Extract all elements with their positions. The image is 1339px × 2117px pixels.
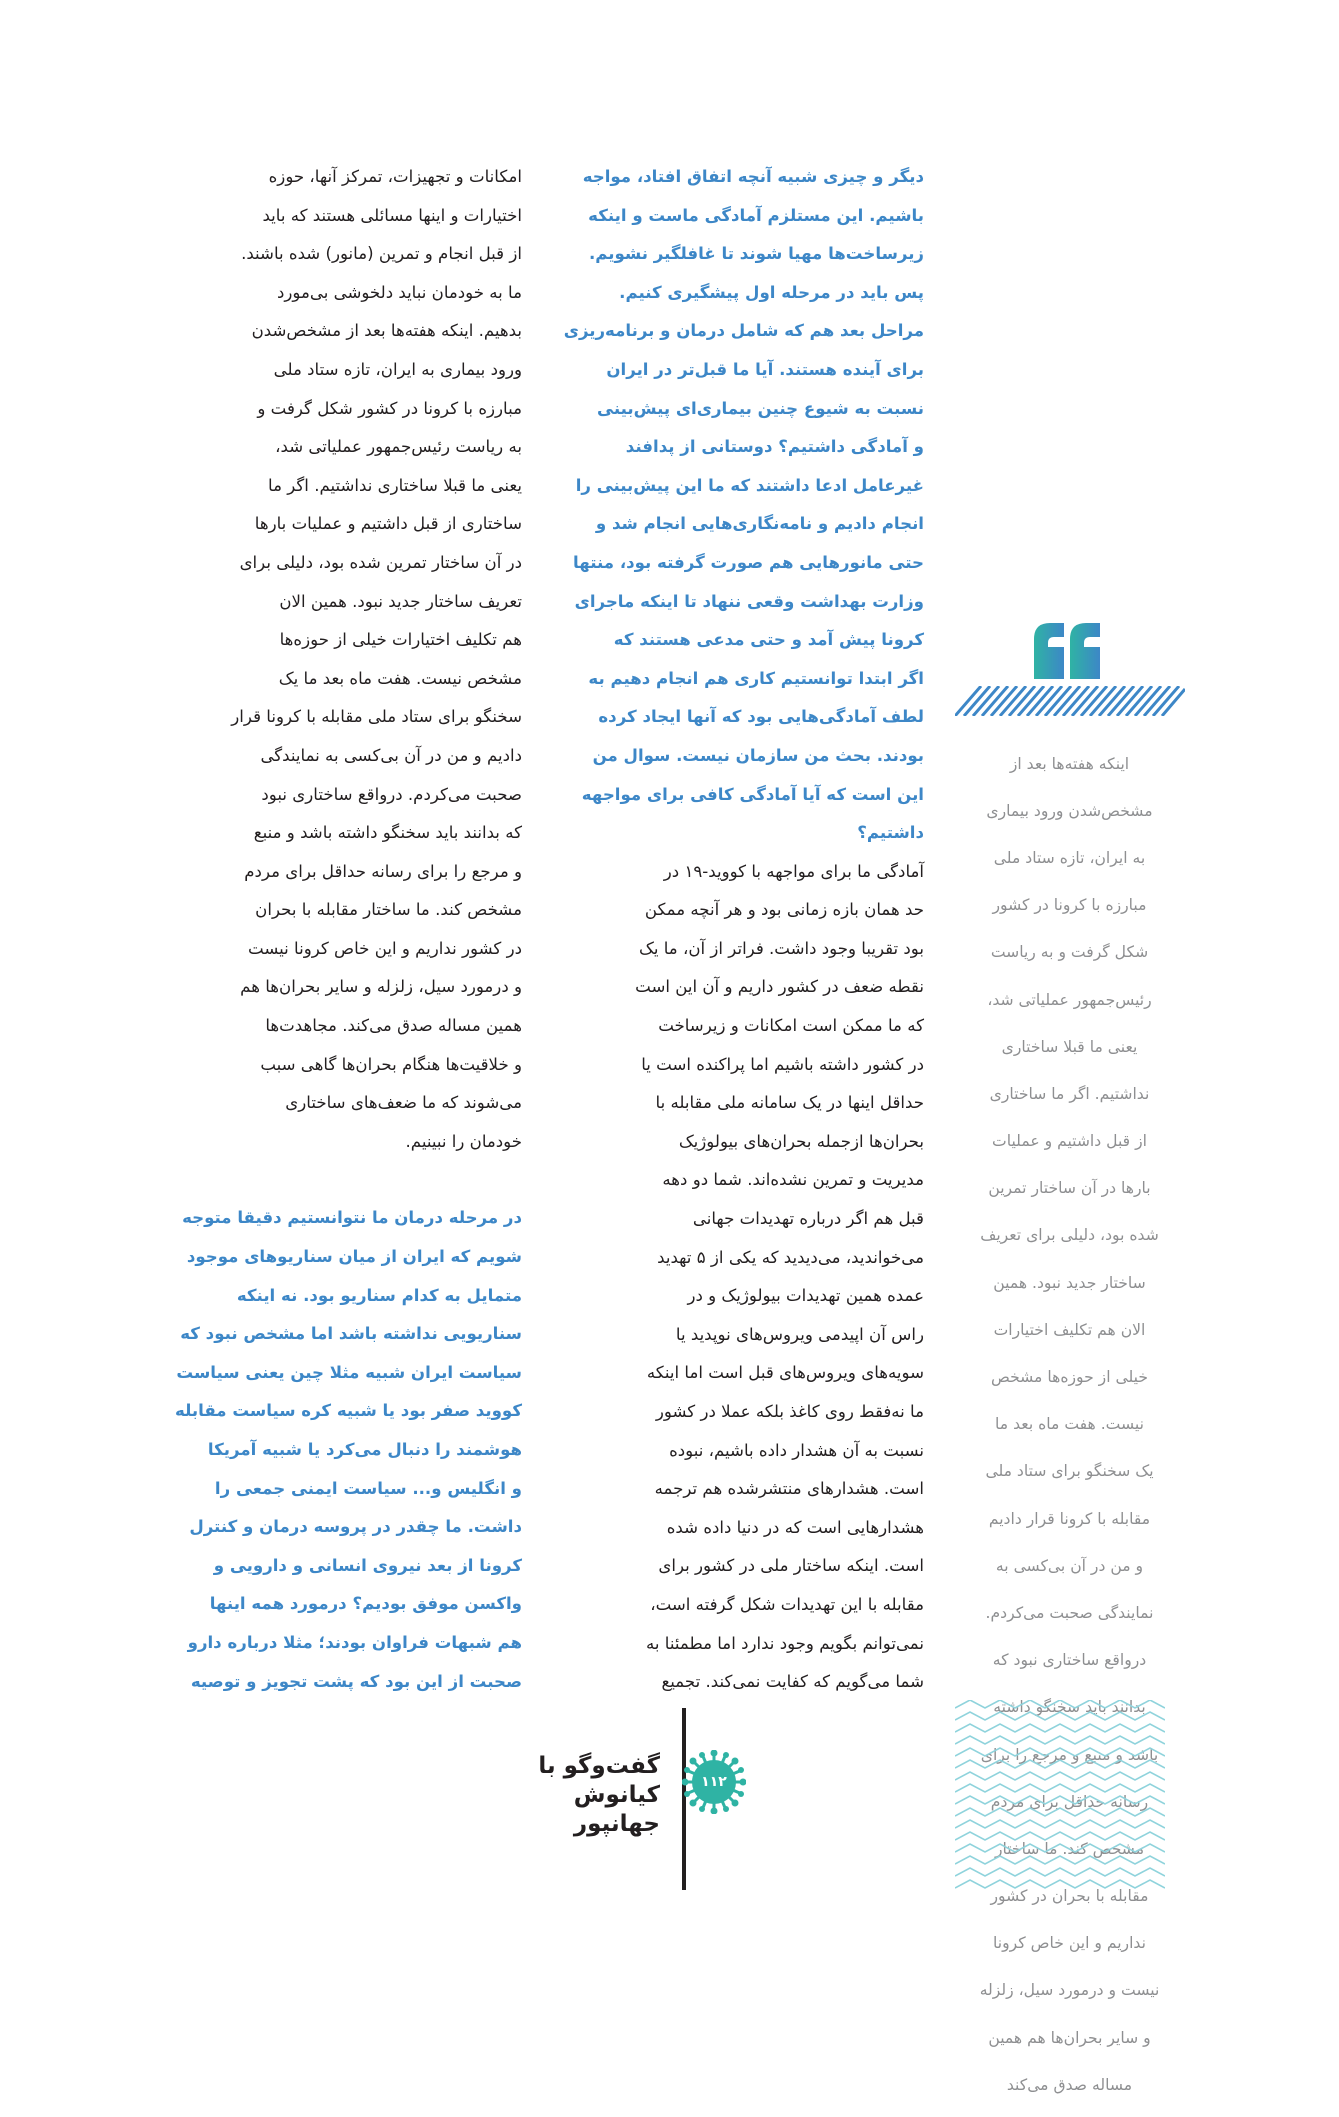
pull-quote-line: بارها در آن ساختار تمرین: [988, 1179, 1151, 1198]
body-line: یعنی ما قبلا ساختاری نداشتیم. اگر ما: [268, 475, 522, 495]
highlight-line: و انگلیس و... سیاست ایمنی جمعی را: [214, 1478, 522, 1498]
pull-quote-line: درواقع ساختاری نبود که: [992, 1651, 1147, 1670]
body-line: حد همان بازه زمانی بود و هر آنچه ممکن: [644, 900, 924, 920]
body-line: هم تکلیف اختیارات خیلی از حوزه‌ها: [279, 630, 522, 650]
highlight-line: کرونا از بعد نیروی انسانی و دارویی و: [213, 1555, 522, 1575]
highlight-line: هم شبهات فراوان بودند؛ مثلا درباره دارو: [187, 1632, 522, 1652]
highlight-line: کرونا پیش آمد و حتی مدعی هستند که: [613, 630, 924, 650]
body-line: ورود بیماری به ایران، تازه ستاد ملی: [273, 359, 522, 379]
body-line: امکانات و تجهیزات، تمرکز آنها، حوزه: [268, 167, 522, 186]
pull-quote-line: اینکه هفته‌ها بعد از: [1009, 754, 1130, 773]
body-line: اختیارات و اینها مسائلی هستند که باید: [262, 205, 522, 225]
pull-quote-line: از قبل داشتیم و عملیات: [992, 1132, 1147, 1151]
body-line: مقابله با این تهدیدات شکل گرفته است،: [650, 1594, 924, 1614]
pull-quote-line: نداشتیم. اگر ما ساختاری: [989, 1084, 1150, 1103]
highlight-line: اگر ابتدا توانستیم کاری هم انجام دهیم به: [588, 668, 924, 688]
body-line: و مرجع را برای رسانه حداقل برای مردم: [244, 861, 522, 881]
body-line: دادیم و من در آن بی‌کسی به نمایندگی: [260, 745, 522, 765]
paragraph-gap: [157, 1161, 522, 1199]
hatch-divider: [955, 686, 1185, 716]
body-line: بدهیم. اینکه هفته‌ها بعد از مشخص‌شدن: [251, 321, 522, 341]
body-line: بود تقریبا وجود داشت. فراتر از آن، ما یک: [639, 938, 924, 958]
body-line: حداقل اینها در یک سامانه ملی مقابله با: [655, 1093, 924, 1113]
body-line: می‌خواندید، می‌دیدید که یکی از ۵ تهدید: [657, 1247, 924, 1267]
highlight-line: حتی مانورهایی هم صورت گرفته بود، منتها: [573, 552, 924, 572]
page-number: ۱۱۲: [701, 1774, 727, 1790]
footer-title: [480, 1752, 660, 1839]
zigzag-pattern: [955, 1700, 1165, 1890]
pull-quote-line: مشخص کند. ما ساختار: [994, 1839, 1145, 1858]
body-line: خودمان را نبینیم.: [405, 1131, 522, 1151]
highlight-line: داشتیم؟: [857, 823, 924, 843]
body-line: که بدانند باید سخنگو داشته باشد و منبع: [253, 823, 522, 843]
body-line: و درمورد سیل، زلزله و سایر بحران‌ها هم: [240, 977, 522, 997]
highlight-line: برای آینده هستند. آیا ما قبل‌تر در ایران: [606, 359, 924, 379]
pull-quote-line: مساله صدق می‌کند: [1006, 2075, 1133, 2094]
body-line: تعریف ساختار جدید نبود. همین الان: [279, 591, 522, 611]
pull-quote-line: و من در آن بی‌کسی به: [995, 1556, 1144, 1575]
footer-title-line2: کیانوش جهانپور: [573, 1782, 660, 1837]
highlight-line: کووید صفر بود یا شبیه کره سیاست مقابله: [175, 1401, 522, 1421]
pull-quote-line: نیست. هفت ماه بعد ما: [995, 1415, 1144, 1434]
quote-mark-icon: [1032, 621, 1102, 679]
pull-quote-line: الان هم تکلیف اختیارات: [993, 1320, 1146, 1339]
pull-quote-line: مشخص‌شدن ورود بیماری: [986, 801, 1153, 820]
body-line: نسبت به آن هشدار داده باشیم، نبوده: [669, 1440, 924, 1460]
highlight-line: دیگر و چیزی شبیه آنچه اتفاق افتاد، مواجه: [582, 167, 924, 186]
body-line: مشخص کند. ما ساختار مقابله با بحران: [255, 900, 522, 920]
highlight-line: انجام دادیم و نامه‌نگاری‌هایی انجام شد و: [595, 514, 924, 534]
highlight-line: وزارت بهداشت وقعی ننهاد تا اینکه ماجرای: [574, 591, 924, 611]
highlight-line: مراحل بعد هم که شامل درمان و برنامه‌ریزی: [563, 321, 924, 341]
body-line: همین مساله صدق می‌کند. مجاهدت‌ها: [265, 1016, 522, 1036]
highlight-line: و آمادگی داشتیم؟ دوستانی از پدافند: [625, 437, 924, 457]
left-column: [157, 158, 522, 1701]
highlight-line: شویم که ایران از میان سناریوهای موجود: [186, 1247, 522, 1267]
pull-quote-line: مقابله با کرونا قرار دادیم: [988, 1509, 1151, 1528]
pull-quote-line: شکل گرفت و به ریاست: [990, 943, 1149, 962]
body-line: صحبت می‌کردم. درواقع ساختاری نبود: [261, 784, 522, 804]
left-body-block: [157, 158, 522, 1161]
body-line: در کشور نداریم و این خاص کرونا نیست: [248, 938, 522, 958]
highlight-line: سناریویی نداشته باشد اما مشخص نبود که: [180, 1324, 522, 1344]
body-line: مبارزه با کرونا در کشور شکل گرفت و: [257, 398, 522, 418]
body-line: به ریاست رئیس‌جمهور عملیاتی شد،: [275, 437, 522, 457]
body-line: ما به خودمان نباید دلخوشی بی‌مورد: [277, 282, 522, 302]
left-highlight-block: [157, 1199, 522, 1701]
body-line: و خلاقیت‌ها هنگام بحران‌ها گاهی سبب: [260, 1054, 522, 1074]
pull-quote-line: باشد و منبع و مرجع را برای: [980, 1745, 1159, 1764]
highlight-line: صحبت از این بود که پشت تجویز و توصیه: [190, 1671, 522, 1691]
pull-quote-line: نمایندگی صحبت می‌کردم.: [985, 1603, 1154, 1622]
pull-quote-line: به ایران، تازه ستاد ملی: [993, 848, 1146, 867]
pull-quote-line: نداریم و این خاص کرونا: [993, 1934, 1146, 1953]
body-line: سخنگو برای ستاد ملی مقابله با کرونا قرار: [231, 707, 522, 727]
pull-quote-line: یک سخنگو برای ستاد ملی: [985, 1462, 1154, 1481]
highlight-line: داشت. ما چقدر در پروسه درمان و کنترل: [189, 1517, 522, 1537]
pull-quote-line: شده بود، دلیلی برای تعریف: [980, 1226, 1159, 1245]
pull-quote: [957, 733, 1182, 2117]
highlight-line: نسبت به شیوع چنین بیماری‌ای پیش‌بینی: [597, 398, 924, 418]
highlight-line: سیاست ایران شبیه مثلا چین یعنی سیاست: [176, 1362, 522, 1382]
highlight-line: این است که آیا آمادگی کافی برای مواجهه: [581, 784, 924, 804]
middle-highlight-block: [559, 158, 924, 853]
footer-title-line1: گفت‌وگو با: [538, 1753, 660, 1779]
highlight-line: واکسن موفق بودیم؟ درمورد همه اینها: [209, 1594, 522, 1614]
body-line: سویه‌های ویروس‌های قبل است اما اینکه: [646, 1363, 924, 1383]
highlight-line: هوشمند را دنبال می‌کرد یا شبیه آمریکا: [207, 1440, 522, 1459]
pull-quote-line: مقابله با بحران در کشور: [990, 1887, 1149, 1906]
highlight-line: بودند. بحث من سازمان نیست. سوال من: [592, 745, 924, 765]
body-line: ساختاری از قبل داشتیم و عملیات بارها: [254, 514, 522, 534]
highlight-line: در مرحله درمان ما نتوانستیم دقیقا متوجه: [182, 1208, 522, 1228]
pull-quote-line: مبارزه با کرونا در کشور: [992, 896, 1147, 915]
pull-quote-line: و سایر بحران‌ها هم همین: [988, 2028, 1151, 2047]
body-line: مدیریت و تمرین نشده‌اند. شما دو دهه: [662, 1170, 924, 1190]
pull-quote-line: نیست و درمورد سیل، زلزله: [979, 1981, 1160, 2000]
middle-body-block: [559, 853, 924, 1702]
highlight-line: پس باید در مرحله اول پیشگیری کنیم.: [619, 282, 924, 302]
body-line: در آن ساختار تمرین شده بود، دلیلی برای: [239, 552, 522, 572]
highlight-line: زیرساخت‌ها مهیا شوند تا غافلگیر نشویم.: [588, 244, 924, 264]
body-line: است. هشدارهای منتشرشده هم ترجمه: [654, 1479, 924, 1499]
body-line: شما می‌گویم که کفایت نمی‌کند. تجمیع: [661, 1672, 924, 1692]
body-line: عمده همین تهدیدات بیولوژیک و در: [687, 1286, 924, 1306]
pull-quote-line: خیلی از حوزه‌ها مشخص: [990, 1368, 1149, 1387]
pull-quote-line: یعنی ما قبلا ساختاری: [1001, 1037, 1138, 1056]
highlight-line: لطف آمادگی‌هایی بود که آنها ایجاد کرده: [598, 707, 924, 727]
body-line: که ما ممکن است امکانات و زیرساخت: [658, 1016, 924, 1036]
pull-quote-line: رئیس‌جمهور عملیاتی شد،: [987, 990, 1152, 1009]
middle-column: [559, 158, 924, 1702]
body-line: است. اینکه ساختار ملی در کشور برای: [658, 1556, 924, 1576]
highlight-line: غیرعامل ادعا داشتند که ما این پیش‌بینی را: [575, 475, 924, 495]
body-line: می‌شوند که ما ضعف‌های ساختاری: [285, 1093, 522, 1113]
body-line: آمادگی ما برای مواجهه با کووید-۱۹ در: [663, 861, 924, 881]
pull-quote-line: ساختار جدید نبود. همین: [993, 1273, 1146, 1292]
pull-quote-line: بدانند باید سخنگو داشته: [993, 1698, 1146, 1717]
body-line: بحران‌ها ازجمله بحران‌های بیولوژیک: [678, 1131, 924, 1151]
body-line: قبل هم اگر درباره تهدیدات جهانی: [692, 1209, 924, 1229]
highlight-line: متمایل به کدام سناریو بود. نه اینکه: [236, 1285, 522, 1305]
body-line: نمی‌توانم بگویم وجود ندارد اما مطمئنا به: [646, 1633, 924, 1653]
body-line: ما نه‌فقط روی کاغذ بلکه عملا در کشور: [655, 1402, 924, 1421]
body-line: در کشور داشته باشیم اما پراکنده است یا: [641, 1054, 924, 1074]
body-line: مشخص نیست. هفت ماه بعد ما یک: [278, 668, 522, 688]
pull-quote-line: رسانه حداقل برای مردم: [990, 1792, 1149, 1811]
body-line: هشدارهایی است که در دنیا داده شده: [666, 1517, 924, 1537]
highlight-line: باشیم. این مستلزم آمادگی ماست و اینکه: [588, 205, 924, 225]
body-line: نقطه ضعف در کشور داریم و آن این است: [635, 977, 924, 997]
body-line: راس آن اپیدمی ویروس‌های نوپدید یا: [675, 1324, 924, 1344]
body-line: از قبل انجام و تمرین (مانور) شده باشند.: [241, 244, 522, 264]
